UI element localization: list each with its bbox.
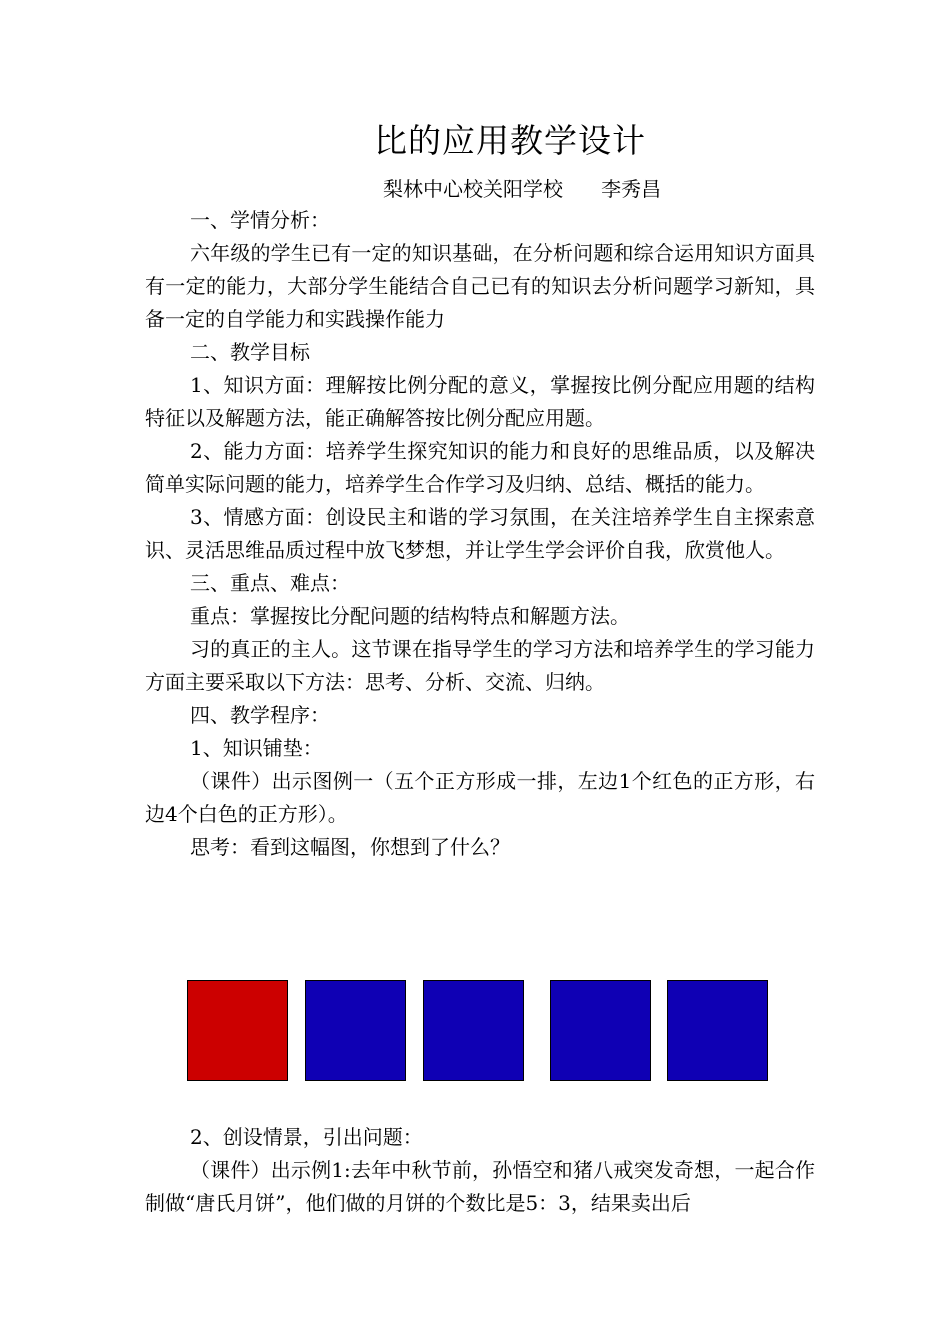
paragraph-learning-analysis: 六年级的学生已有一定的知识基础，在分析问题和综合运用知识方面具有一定的能力，大部分学生能结合自己已有的知识去分析问题学习新知，具备一定的自学能力和实践操作能力 [145, 241, 815, 331]
heading-create-scenario: 2、创设情景，引出问题： [190, 1125, 423, 1149]
square-blue-3 [550, 980, 651, 1081]
square-figure [187, 980, 769, 1082]
paragraph-key-point: 重点：掌握按比分配问题的结构特点和解题方法。 [190, 604, 630, 628]
paragraph-goal-emotion: 3、情感方面：创设民主和谐的学习氛围，在关注培养学生自主探索意识、灵活思维品质过程中放飞梦想，并让学生学会评价自我，欣赏他人。 [145, 505, 815, 562]
heading-knowledge-foundation: 1、知识铺垫： [190, 736, 323, 760]
author-line: 梨林中心校关阳学校 李秀昌 [383, 177, 662, 201]
body-section-bottom [145, 1121, 815, 1220]
square-blue-2 [423, 980, 524, 1081]
square-blue-4 [667, 980, 768, 1081]
square-red [187, 980, 288, 1081]
paragraph-courseware-figure: （课件）出示图例一（五个正方形成一排，左边1个红色的正方形，右边4个白色的正方形）。 [145, 769, 815, 826]
paragraph-goal-ability: 2、能力方面：培养学生探究知识的能力和良好的思维品质，以及解决简单实际问题的能力，培养学生合作学习及归纳、总结、概括的能力。 [145, 439, 815, 496]
paragraph-example-1: （课件）出示例1:去年中秋节前，孙悟空和猪八戒突发奇想，一起合作制做“唐氏月饼”，他们做的月饼的个数比是5：3，结果卖出后 [145, 1158, 815, 1215]
square-blue-1 [305, 980, 406, 1081]
heading-learning-analysis: 一、学情分析： [190, 208, 330, 232]
heading-teaching-procedure: 四、教学程序： [190, 703, 330, 727]
body-section-top [145, 204, 815, 864]
document-title: 比的应用教学设计 [374, 121, 646, 160]
heading-teaching-goals: 二、教学目标 [190, 340, 310, 364]
heading-key-points: 三、重点、难点： [190, 571, 350, 595]
paragraph-methods: 习的真正的主人。这节课在指导学生的学习方法和培养学生的学习能力方面主要采取以下方法：思考、分析、交流、归纳。 [145, 637, 815, 694]
paragraph-think-question: 思考：看到这幅图，你想到了什么？ [190, 835, 510, 859]
paragraph-goal-knowledge: 1、知识方面：理解按比例分配的意义，掌握按比例分配应用题的结构特征以及解题方法，能正确解答按比例分配应用题。 [145, 373, 815, 430]
